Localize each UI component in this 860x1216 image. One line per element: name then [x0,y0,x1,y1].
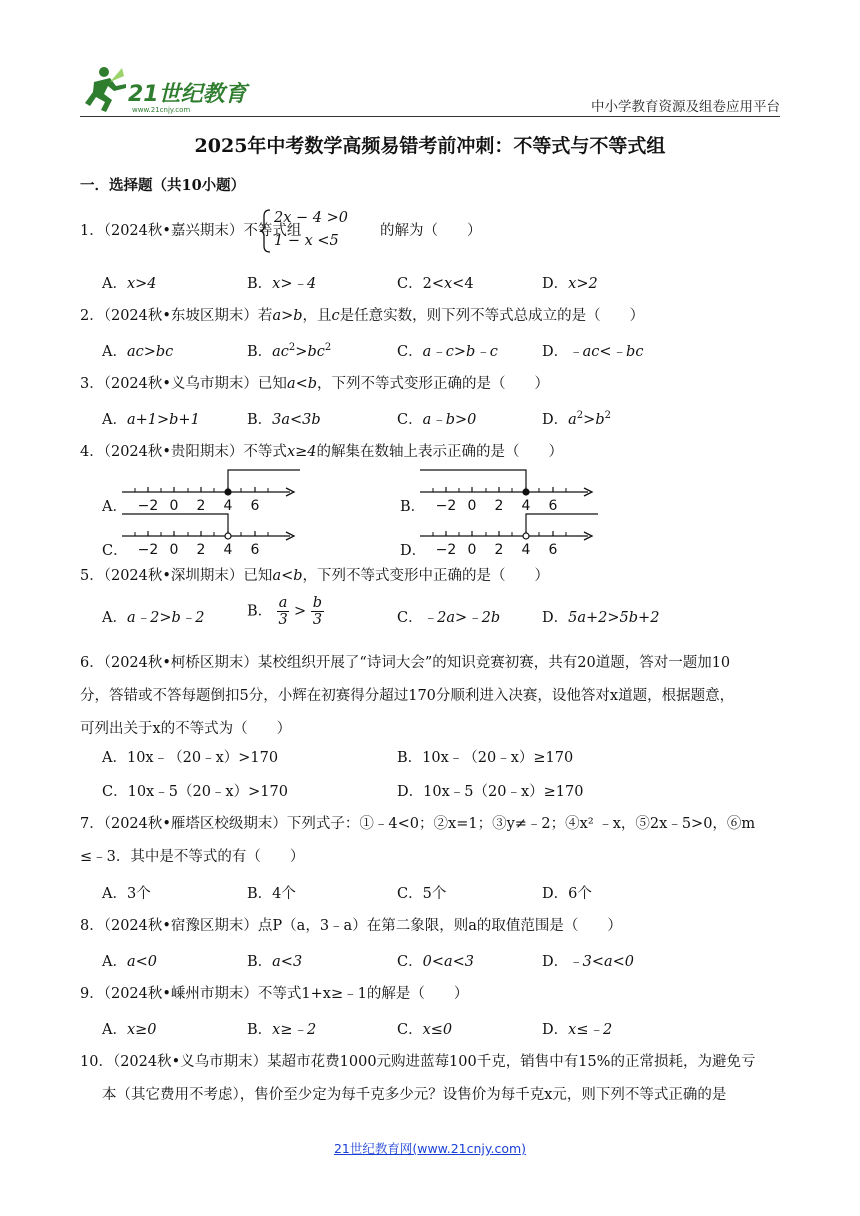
option-a[interactable]: A．x≥0 [102,1022,157,1038]
logo-url: www.21cnjy.com [132,106,191,114]
option-d-label[interactable]: D． [400,543,427,559]
option-c[interactable]: C．2<x<4 [397,276,474,292]
option-d[interactable]: D．﹣3<a<0 [542,954,635,970]
question-5: 5．（2024秋•深圳期末）已知a<b，下列不等式变形中正确的是（ ） [80,568,550,584]
solution-bracket [526,514,598,533]
question-9: 9．（2024秋•嵊州市期末）不等式1+x≥﹣1的解是（ ） [80,986,469,1002]
number-line-d[interactable] [420,506,600,562]
option-c[interactable]: C．5个 [397,886,447,902]
tick-label: 0 [467,542,477,558]
option-c-label[interactable]: C． [102,543,128,559]
option-c[interactable]: C．a﹣b>0 [397,412,477,428]
question-2: 2．（2024秋•东坡区期末）若a>b，且c是任意实数，则下列不等式总成立的是（ ） [80,308,645,324]
question-10: 10．（2024秋•义乌市期末）某超市花费1000元购进蓝莓100千克，销售中有15%的正常损耗，为避免亏 本（其它费用不考虑），售价至少定为每千克多少元？设售价为每千克x元，则下列不等式正确的是 [80,1054,756,1103]
system-line-2: 1 − x <5 [274,233,339,249]
option-d[interactable]: D．x≤﹣2 [542,1022,613,1038]
tick-label: 4 [223,542,233,558]
option-b[interactable]: B．x≥﹣2 [247,1022,317,1038]
option-a[interactable]: A．x>4 [102,276,157,292]
page-header [80,62,780,118]
option-c[interactable]: C．10x﹣5（20﹣x）>170 [102,784,288,800]
question-6-options-row1 [102,746,782,766]
option-d[interactable]: D．﹣ac<﹣bc [542,344,644,360]
question-7-options [102,882,782,902]
question-4: 4．（2024秋•贵阳期末）不等式x≥4的解集在数轴上表示正确的是（ ） [80,444,563,460]
option-c[interactable]: C．x≤0 [397,1022,453,1038]
question-8: 8．（2024秋•宿豫区期末）点P（a，3﹣a）在第二象限，则a的取值范围是（ ） [80,918,622,934]
tick-label: −2 [435,498,457,514]
option-b[interactable]: B． $\frac{a}{3}$ > $\frac{b}{3}$ [247,595,323,628]
hollow-point [523,533,529,539]
header-platform-text: 中小学教育资源及组卷应用平台 [591,99,780,115]
option-a-label[interactable]: A． [102,499,127,515]
tick-label: 4 [521,498,531,514]
question-3: 3．（2024秋•义乌市期末）已知a<b，下列不等式变形正确的是（ ） [80,376,550,392]
question-6: 6．（2024秋•柯桥区期末）某校组织开展了“诗词大会”的知识竞赛初赛，共有20道题，答对一题加10 分，答错或不答每题倒扣5分，小辉在初赛得分超过170分顺利进入决赛，设他答对x道题，根据题意， 可列出关于x的不等式为（ ） [80,655,735,737]
question-6-options-row2 [102,780,782,800]
header-divider [80,116,780,117]
question-1-suffix: 的解为（ ） [380,223,482,239]
left-brace-icon [258,208,272,254]
option-c[interactable]: C．﹣2a>﹣2b [397,610,501,626]
option-b[interactable]: B．3a<3b [247,412,321,428]
option-a[interactable]: A．a<0 [102,954,158,970]
tick-label: 6 [250,498,260,514]
tick-label: −2 [435,542,457,558]
option-b[interactable]: B．a<3 [247,954,303,970]
question-9-options [102,1018,782,1038]
tick-label: 0 [467,498,477,514]
option-b[interactable]: B．$ac^2>bc^2$ [247,342,332,360]
option-b[interactable]: B．4个 [247,886,296,902]
page-title: 2025年中考数学高频易错考前冲刺：不等式与不等式组 [194,135,666,157]
option-a[interactable]: A．a﹣2>b﹣2 [102,610,205,626]
runner-logo-icon [80,62,260,118]
tick-label: 0 [169,498,179,514]
question-2-options [102,340,782,360]
hollow-point [225,533,231,539]
option-d[interactable]: D．5a+2>5b+2 [542,610,660,626]
option-b[interactable]: B．x>﹣4 [247,276,317,292]
option-c[interactable]: C．0<a<3 [397,954,475,970]
system-line-1: 2x − 4 >0 [274,210,348,226]
tick-label: 0 [169,542,179,558]
tick-label: 6 [250,542,260,558]
inequality-system [258,208,388,254]
number-line-c[interactable] [122,506,302,562]
solid-point [523,489,529,495]
option-d[interactable]: D．x>2 [542,276,598,292]
question-3-options [102,408,782,428]
option-b[interactable]: B．10x﹣（20﹣x）≥170 [397,750,574,766]
question-1-options [102,272,782,292]
tick-label: −2 [137,498,159,514]
option-d[interactable]: D．6个 [542,886,592,902]
logo-text: 21世纪教育 [128,82,247,107]
option-a[interactable]: A．10x﹣（20﹣x）>170 [102,750,279,766]
solution-bracket [420,470,526,489]
section-heading: 一．选择题（共10小题） [80,177,246,194]
question-8-options [102,950,782,970]
option-d[interactable]: D．$a^2>b^2$ [542,410,611,428]
option-c[interactable]: C．a﹣c>b﹣c [397,344,498,360]
question-5-options [102,595,782,639]
tick-label: 2 [494,542,504,558]
tick-label: 4 [223,498,233,514]
tick-label: 2 [196,542,206,558]
page-footer[interactable]: 21世纪教育网(www.21cnjy.com) [333,1141,527,1156]
solid-point [225,489,231,495]
tick-label: 4 [521,542,531,558]
tick-label: −2 [137,542,159,558]
tick-label: 6 [548,498,558,514]
tick-label: 2 [494,498,504,514]
solution-bracket [122,514,228,533]
question-7: 7．（2024秋•雁塔区校级期末）下列式子：①﹣4<0；②x=1；③y≠﹣2；④x² ﹣x，⑤2x﹣5>0，⑥m ≤﹣3．其中是不等式的有（ ） [80,816,756,865]
solution-bracket [228,470,300,489]
question-1-text: 1．（2024秋•嘉兴期末）不等式组 [80,223,302,239]
option-a[interactable]: A．a+1>b+1 [102,412,200,428]
option-a[interactable]: A．ac>bc [102,344,174,360]
option-d[interactable]: D．10x﹣5（20﹣x）≥170 [397,784,584,800]
option-a[interactable]: A．3个 [102,886,151,902]
option-b-label[interactable]: B． [400,499,426,515]
tick-label: 2 [196,498,206,514]
tick-label: 6 [548,542,558,558]
